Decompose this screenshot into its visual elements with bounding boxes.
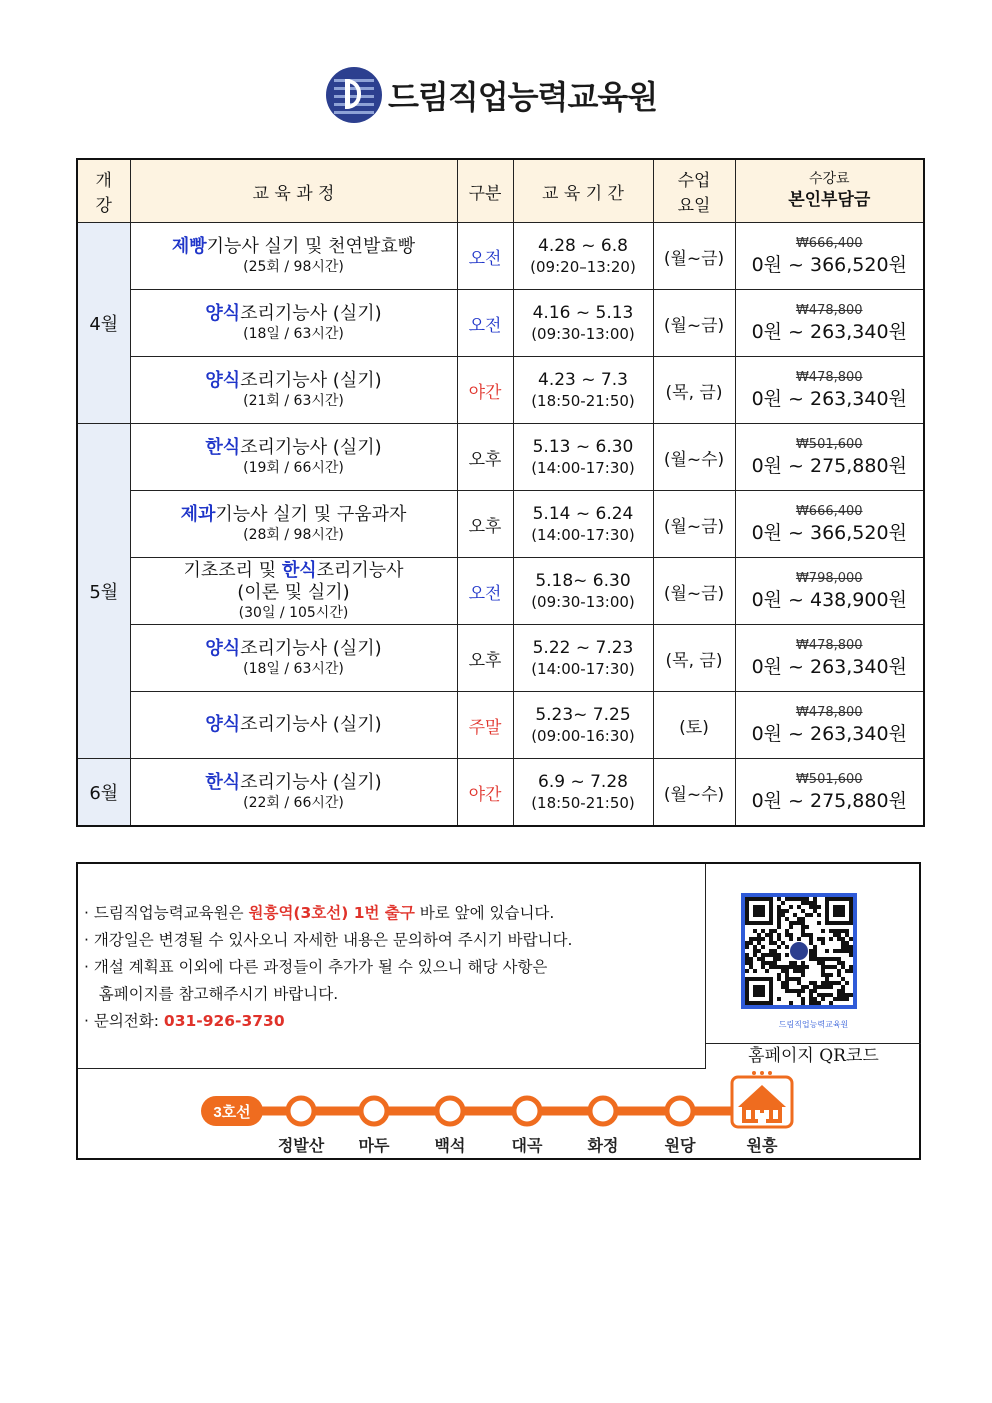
station-name: 정발산 (277, 1136, 325, 1155)
header-period: 교 육 기 간 (513, 159, 653, 223)
type-cell: 오후 (457, 625, 513, 692)
header-type: 구분 (457, 159, 513, 223)
period-cell: 4.23 ~ 7.3 (18:50-21:50) (513, 357, 653, 424)
fee-cell (735, 290, 924, 357)
net-fee: 0원 ~ 438,900원 (751, 589, 907, 611)
course-highlight: 한식 (205, 437, 241, 458)
station-name: 원당 (664, 1136, 696, 1155)
station-marker (437, 1098, 463, 1124)
days-cell: (목, 금) (653, 625, 735, 692)
station-marker (514, 1098, 540, 1124)
type-cell: 오전 (457, 223, 513, 290)
period-cell: 5.18~ 6.30 (09:30-13:00) (513, 558, 653, 625)
station-name: 백석 (434, 1136, 466, 1155)
course-cell: 양식조리기능사 (실기) (21회 / 63시간) (130, 357, 457, 424)
station-name: 대곡 (511, 1136, 543, 1155)
type-cell: 주말 (457, 692, 513, 759)
fee-cell (735, 223, 924, 290)
logo-text: 드림직업능력교육원 (388, 78, 658, 116)
note-location: · 드림직업능력교육원은 원흥역(3호선) 1번 출구 바로 앞에 있습니다. (84, 904, 555, 922)
course-highlight: 제과 (180, 504, 216, 525)
station-marker (667, 1098, 693, 1124)
net-fee: 0원 ~ 275,880원 (751, 455, 907, 477)
course-hours: (21회 / 63시간) (243, 393, 344, 409)
original-fee: ₩666,400 (795, 504, 863, 519)
net-fee: 0원 ~ 263,340원 (751, 723, 907, 745)
original-fee: ₩478,800 (795, 303, 863, 318)
days-cell: (월~금) (653, 223, 735, 290)
original-fee: ₩478,800 (795, 705, 863, 720)
station-name: 화정 (587, 1136, 619, 1155)
info-box (76, 862, 921, 1160)
note-additional-courses: · 개설 계획표 이외에 다른 과정들이 추가가 될 수 있으니 해당 사항은 (84, 958, 548, 976)
school-building-icon (732, 1071, 792, 1127)
fee-cell (735, 357, 924, 424)
course-cell: 양식조리기능사 (실기) (18일 / 63시간) (130, 290, 457, 357)
original-fee: ₩478,800 (795, 370, 863, 385)
schedule-table (76, 158, 925, 827)
table-row (77, 357, 924, 424)
qr-panel (706, 864, 921, 1044)
qr-caption: 드림직업능력교육원 (778, 1020, 849, 1029)
course-cell: 제과기능사 실기 및 구움과자 (28회 / 98시간) (130, 491, 457, 558)
table-row (77, 558, 924, 625)
course-hours: (19회 / 66시간) (243, 460, 344, 476)
course-highlight: 한식 (205, 772, 241, 793)
fee-cell (735, 491, 924, 558)
course-hours: (28회 / 98시간) (243, 527, 344, 543)
net-fee: 0원 ~ 263,340원 (751, 388, 907, 410)
station-marker (590, 1098, 616, 1124)
days-cell: (월~금) (653, 491, 735, 558)
period-cell: 4.28 ~ 6.8 (09:20–13:20) (513, 223, 653, 290)
month-cell: 5월 (77, 424, 130, 759)
days-cell: (월~금) (653, 558, 735, 625)
original-fee: ₩478,800 (795, 638, 863, 653)
period-cell: 6.9 ~ 7.28 (18:50-21:50) (513, 759, 653, 827)
days-cell: (월~수) (653, 424, 735, 491)
fee-cell (735, 424, 924, 491)
station-name: 마두 (358, 1136, 390, 1155)
header-no: 개 강 (77, 159, 130, 223)
station-name: 원흥 (746, 1136, 778, 1155)
days-cell: (토) (653, 692, 735, 759)
station-marker (288, 1098, 314, 1124)
course-hours: (18일 / 63시간) (243, 326, 344, 342)
course-hours: (30일 / 105시간) (238, 605, 349, 621)
net-fee: 0원 ~ 275,880원 (751, 790, 907, 812)
course-highlight: 제빵 (171, 236, 207, 257)
table-row (77, 424, 924, 491)
period-cell: 5.13 ~ 6.30 (14:00-17:30) (513, 424, 653, 491)
type-cell: 야간 (457, 357, 513, 424)
table-row (77, 692, 924, 759)
header-days: 수업 요일 (653, 159, 735, 223)
course-highlight: 한식 (281, 560, 317, 581)
header-fee: 수강료 본인부담금 (735, 159, 924, 223)
days-cell: (월~금) (653, 290, 735, 357)
net-fee: 0원 ~ 263,340원 (751, 321, 907, 343)
type-cell: 오후 (457, 424, 513, 491)
net-fee: 0원 ~ 263,340원 (751, 656, 907, 678)
period-cell: 4.16 ~ 5.13 (09:30-13:00) (513, 290, 653, 357)
type-cell: 야간 (457, 759, 513, 827)
original-fee: ₩501,600 (795, 437, 863, 452)
days-cell: (월~수) (653, 759, 735, 827)
station-marker (361, 1098, 387, 1124)
table-row (77, 491, 924, 558)
table-row (77, 759, 924, 827)
line-label: 3호선 (213, 1104, 251, 1121)
original-fee: ₩501,600 (795, 772, 863, 787)
month-cell: 4월 (77, 223, 130, 424)
course-cell: 기초조리 및 한식조리기능사 (이론 및 실기) (30일 / 105시간) (130, 558, 457, 625)
fee-cell (735, 625, 924, 692)
qr-code[interactable] (741, 893, 857, 1009)
course-hours: (25회 / 98시간) (243, 259, 344, 275)
table-row (77, 290, 924, 357)
note-schedule-change: · 개강일은 변경될 수 있사오니 자세한 내용은 문의하여 주시기 바랍니다. (84, 931, 573, 949)
month-cell: 6월 (77, 759, 130, 827)
type-cell: 오전 (457, 558, 513, 625)
qr-logo-icon (790, 942, 808, 960)
course-cell: 한식조리기능사 (실기) (19회 / 66시간) (130, 424, 457, 491)
note-homepage: 홈페이지를 참고해주시기 바랍니다. (84, 985, 339, 1003)
course-highlight: 양식 (205, 303, 241, 324)
period-cell: 5.14 ~ 6.24 (14:00-17:30) (513, 491, 653, 558)
period-cell: 5.23~ 7.25 (09:00-16:30) (513, 692, 653, 759)
original-fee: ₩798,000 (795, 571, 863, 586)
course-hours: (22회 / 66시간) (243, 795, 344, 811)
fee-cell (735, 692, 924, 759)
type-cell: 오후 (457, 491, 513, 558)
course-cell: 제빵기능사 실기 및 천연발효빵 (25회 / 98시간) (130, 223, 457, 290)
table-row (77, 223, 924, 290)
course-highlight: 양식 (205, 370, 241, 391)
course-cell: 양식조리기능사 (실기) (18일 / 63시간) (130, 625, 457, 692)
logo (326, 66, 657, 124)
original-fee: ₩666,400 (795, 236, 863, 251)
course-highlight: 양식 (205, 714, 241, 735)
header-course: 교 육 과 정 (130, 159, 457, 223)
dream-logo-icon (326, 67, 382, 123)
course-cell: 한식조리기능사 (실기) (22회 / 66시간) (130, 759, 457, 827)
net-fee: 0원 ~ 366,520원 (751, 254, 907, 276)
fee-cell (735, 759, 924, 827)
table-row (77, 625, 924, 692)
period-cell: 5.22 ~ 7.23 (14:00-17:30) (513, 625, 653, 692)
table-header-row (77, 159, 924, 223)
course-highlight: 양식 (205, 638, 241, 659)
type-cell: 오전 (457, 290, 513, 357)
days-cell: (목, 금) (653, 357, 735, 424)
fee-cell (735, 558, 924, 625)
net-fee: 0원 ~ 366,520원 (751, 522, 907, 544)
course-cell: 양식조리기능사 (실기) (130, 692, 457, 759)
course-hours: (18일 / 63시간) (243, 661, 344, 677)
qr-label: 홈페이지 QR코드 (748, 1046, 879, 1066)
subway-map (78, 1069, 919, 1160)
note-phone: · 문의전화: 031-926-3730 (84, 1012, 285, 1030)
notes-panel (78, 864, 706, 1069)
